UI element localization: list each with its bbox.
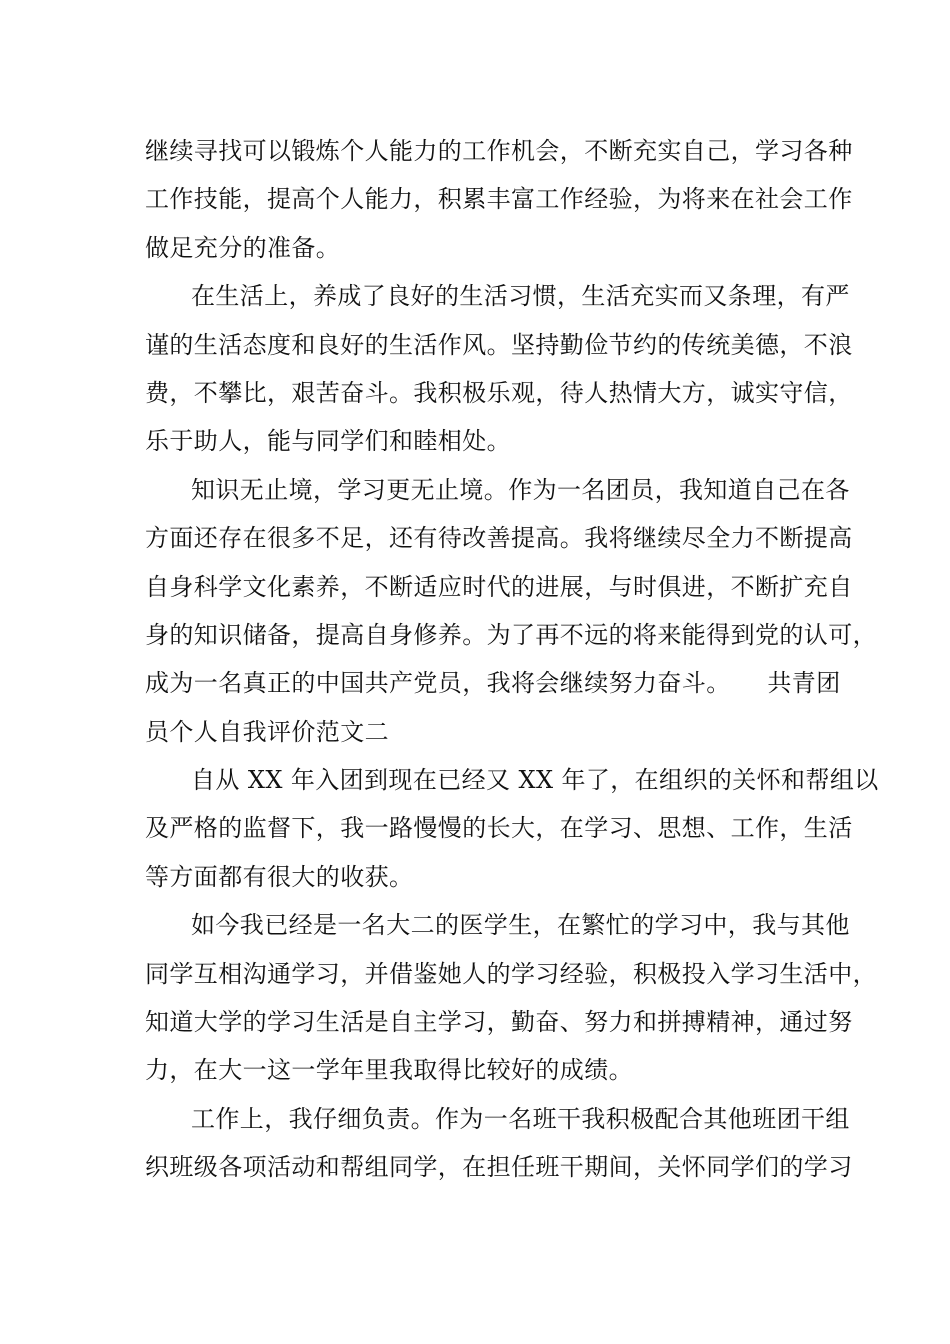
body-text [145,127,879,1192]
text-line: 自身科学文化素养，不断适应时代的进展，与时俱进，不断扩充自 [145,572,853,601]
text-line: 身的知识储备，提高自身修养。为了再不远的将来能得到党的认可， [145,620,877,649]
paragraph-first-line: 知识无止境，学习更无止境。作为一名团员，我知道自己在各 [191,475,850,504]
text-line: 同学互相沟通学习，并借鉴她人的学习经验，积极投入学习生活中， [145,959,877,988]
text-line: 工作技能，提高个人能力，积累丰富工作经验，为将来在社会工作 [145,185,853,214]
paragraph-first-line: 工作上，我仔细负责。作为一名班干我积极配合其他班团干组 [191,1104,850,1133]
paragraph-first-line: 自从 XX 年入团到现在已经又 XX 年了，在组织的关怀和帮组以 [191,766,879,795]
paragraph-first-line: 如今我已经是一名大二的医学生，在繁忙的学习中，我与其他 [191,911,850,940]
text-line: 谨的生活态度和良好的生活作风。坚持勤俭节约的传统美德，不浪 [145,330,853,359]
text-line: 费，不攀比，艰苦奋斗。我积极乐观，待人热情大方，诚实守信， [145,378,853,407]
text-line: 织班级各项活动和帮组同学，在担任班干期间，关怀同学们的学习 [145,1153,853,1182]
text-line: 知道大学的学习生活是自主学习，勤奋、努力和拼搏精神，通过努 [145,1008,853,1037]
text-line: 力，在大一这一学年里我取得比较好的成绩。 [145,1056,633,1085]
text-line: 等方面都有很大的收获。 [145,862,414,891]
text-line: 做足充分的准备。 [145,233,341,262]
text-line: 继续寻找可以锻炼个人能力的工作机会，不断充实自己，学习各种 [145,137,853,165]
text-line: 成为一名真正的中国共产党员，我将会继续努力奋斗。 共青团 [145,669,841,698]
text-line: 方面还存在很多不足，还有待改善提高。我将继续尽全力不断提高 [145,524,853,553]
text-line: 乐于助人，能与同学们和睦相处。 [145,427,511,456]
text-line: 及严格的监督下，我一路慢慢的长大，在学习、思想、工作，生活 [145,814,853,843]
paragraph-first-line: 在生活上，养成了良好的生活习惯，生活充实而又条理，有严 [191,282,850,311]
section-title-line: 员个人自我评价范文二 [145,717,389,746]
